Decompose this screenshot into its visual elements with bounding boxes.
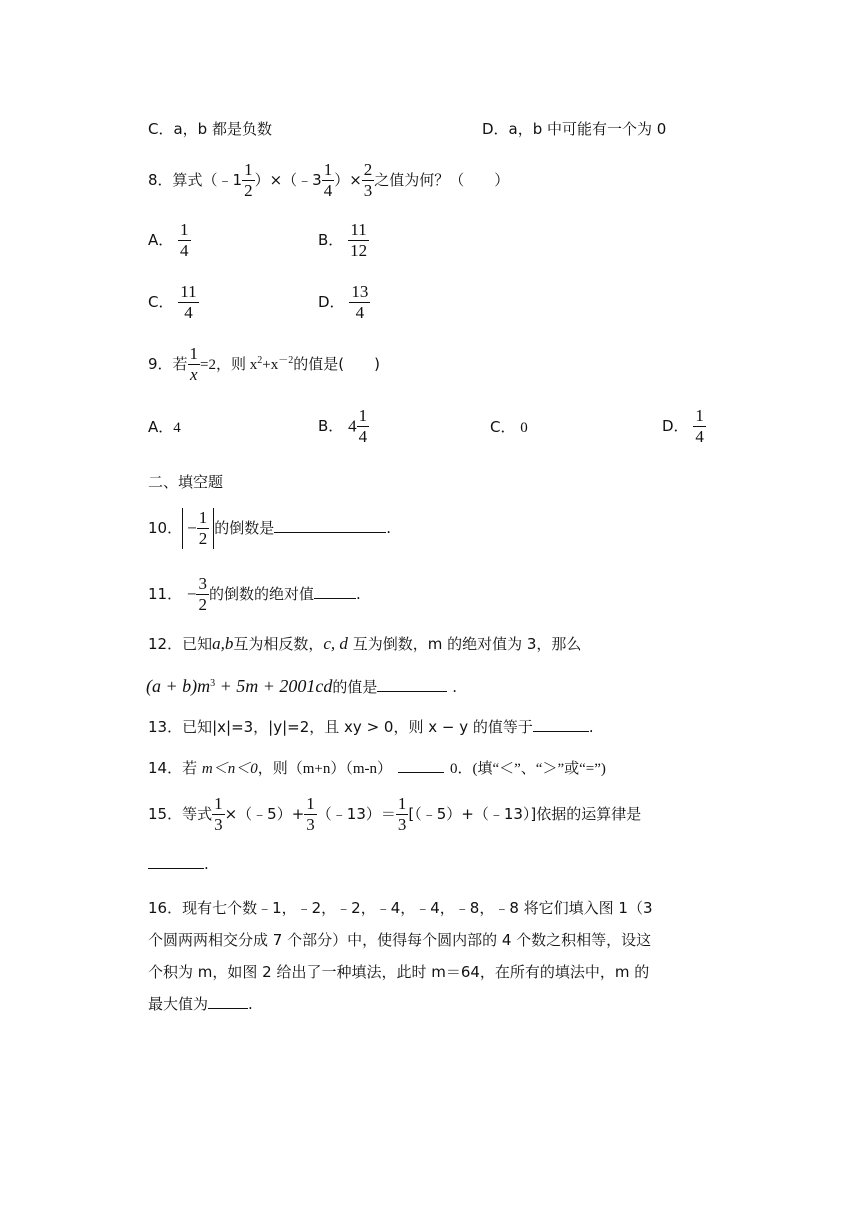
q16-answer-blank[interactable]	[208, 992, 248, 1009]
q12-answer-blank[interactable]	[377, 675, 447, 692]
q13-answer-blank[interactable]	[533, 715, 589, 732]
q16-line1: 16．现有七个数﹣1，﹣2，﹣2，﹣4，﹣4，﹣8，﹣8 将它们填入图 1（3	[148, 899, 653, 917]
q11-frac: $\frac{3}{2}$	[198, 574, 207, 614]
q8-frac1: $\frac{1}{2}$	[244, 160, 253, 200]
q8-stem: 8．算式（﹣1 $\frac{1}{2}$ ）×（﹣3 $\frac{1}{4}$ ）× $\frac{2}{3}$ 之值为何？（ ）	[148, 160, 510, 200]
q12-line1: 12．已知a,b互为相反数，c, d 互为倒数，m 的绝对值为 3，那么	[148, 634, 582, 653]
q8-option-c: C． $\frac{11}{4}$	[148, 282, 197, 322]
q9-d-frac: $\frac{1}{4}$	[695, 406, 704, 446]
q16-line2: 个圆两两相交分成 7 个部分）中，使得每个圆内部的 4 个数之积相等，设这	[148, 931, 652, 949]
q9-option-b: B． 4 $\frac{1}{4}$	[318, 406, 368, 446]
q15-frac2: $\frac{1}{3}$	[306, 794, 315, 834]
q8-option-d: D． $\frac{13}{4}$	[318, 282, 369, 322]
q10-frac: $\frac{1}{2}$	[198, 508, 208, 548]
q9-option-c: C． 0	[490, 418, 528, 436]
q15: 15．等式 $\frac{1}{3}$ ×（﹣5）+ $\frac{1}{3}$ （﹣13）＝ $\frac{1}{3}$ [（﹣5）+（﹣13）]依据的运算律是	[148, 794, 642, 834]
q16-line3: 个积为 m，如图 2 给出了一种填法，此时 m＝64，在所有的填法中，m 的	[148, 963, 650, 981]
q12-line2: $(a + b)m^3 + 5m + 2001cd$的值是 .	[146, 676, 457, 696]
q9-option-a: A．4	[148, 418, 181, 436]
q15-answer-line: .	[148, 852, 209, 876]
q11: 11． − $\frac{3}{2}$ 的倒数的绝对值 .	[148, 574, 361, 614]
q9-option-d: D． $\frac{1}{4}$	[662, 406, 704, 446]
q14: 14．若 m＜n＜0，则（m+n）（m-n） 0．(填“＜”、“＞”或“=”)	[148, 756, 606, 781]
q15-frac3: $\frac{1}{3}$	[397, 794, 407, 834]
q9-b-frac: $\frac{1}{4}$	[358, 406, 368, 446]
q9-frac: $\frac{1}{x}$	[189, 344, 199, 384]
q13: 13．已知|x|=3，|y|=2，且 xy > 0，则 x − y 的值等于 .	[148, 715, 594, 739]
q10-abs: − $\frac{1}{2}$	[182, 508, 214, 549]
q8-option-b: B． $\frac{11}{12}$	[318, 220, 368, 260]
q15-frac1: $\frac{1}{3}$	[214, 794, 223, 834]
q14-answer-blank[interactable]	[398, 756, 444, 773]
section-heading: 二、填空题	[148, 473, 224, 491]
q8-c-frac: $\frac{11}{4}$	[180, 282, 197, 322]
q10-answer-blank[interactable]	[274, 516, 386, 533]
q8-b-frac: $\frac{11}{12}$	[350, 220, 368, 260]
q9-stem: 9．若 $\frac{1}{x}$ =2，则 $x^2+x^{-2}$的值是( )	[148, 344, 380, 384]
q8-d-frac: $\frac{13}{4}$	[351, 282, 369, 322]
q8-a-frac: $\frac{1}{4}$	[180, 220, 189, 260]
q8-option-a: A． $\frac{1}{4}$	[148, 220, 189, 260]
q8-frac2: $\frac{1}{4}$	[323, 160, 333, 200]
q10: 10． − $\frac{1}{2}$ 的倒数是 .	[148, 508, 391, 548]
q8-frac3: $\frac{2}{3}$	[363, 160, 373, 200]
q16-line4: 最大值为 .	[148, 992, 253, 1016]
q15-answer-blank[interactable]	[148, 852, 204, 869]
q7-option-d: D．a，b 中可能有一个为 0	[482, 120, 667, 138]
q11-answer-blank[interactable]	[314, 582, 356, 599]
q7-option-c: C．a，b 都是负数	[148, 120, 272, 138]
